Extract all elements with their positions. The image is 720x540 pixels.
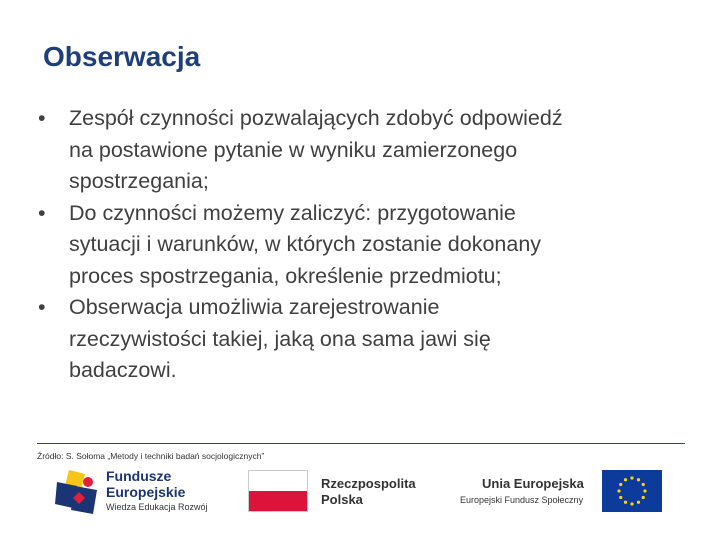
- bullet-line: spostrzegania;: [69, 169, 209, 193]
- poland-flag-icon: [248, 470, 308, 512]
- eu-star-icon: [643, 489, 646, 492]
- bullet-item: [38, 103, 678, 198]
- funds-logo-line1: Fundusze: [106, 468, 172, 484]
- funds-logo: [55, 468, 225, 518]
- funds-star-icon: [55, 468, 101, 516]
- eu-logo: [458, 470, 663, 515]
- bullet-item: [38, 198, 678, 293]
- eu-logo-line1: Unia Europejska: [482, 476, 584, 491]
- eu-star-icon: [642, 483, 645, 486]
- eu-star-icon: [619, 496, 622, 499]
- funds-logo-line2: Europejskie: [106, 484, 186, 500]
- bullet-line: badaczowi.: [69, 358, 177, 382]
- bullet-line: sytuacji i warunków, w których zostanie dokonany: [69, 232, 542, 256]
- eu-flag-icon: [602, 470, 662, 512]
- poland-logo-text: [321, 476, 416, 508]
- bullet-list: [38, 103, 678, 387]
- eu-star-icon: [624, 478, 627, 481]
- bullet-line: proces spostrzegania, określenie przedmiotu;: [69, 263, 502, 288]
- eu-star-icon: [617, 489, 620, 492]
- bullet-line: Zespół czynności pozwalających zdobyć odpowiedź: [69, 106, 563, 130]
- eu-star-icon: [624, 501, 627, 504]
- bullet-dot: •: [38, 295, 46, 319]
- eu-star-icon: [630, 502, 633, 505]
- poland-logo-line1: Rzeczpospolita: [321, 476, 416, 491]
- funds-logo-line3: Wiedza Edukacja Rozwój: [106, 502, 208, 512]
- eu-star-icon: [642, 496, 645, 499]
- bullet-line: na postawione pytanie w wyniku zamierzonego: [69, 137, 518, 162]
- eu-star-icon: [637, 478, 640, 481]
- eu-star-icon: [630, 476, 633, 479]
- eu-logo-line2: Europejski Fundusz Społeczny: [460, 495, 584, 505]
- footer-divider: [37, 443, 685, 444]
- poland-logo-line2: Polska: [321, 492, 363, 507]
- bullet-item: [38, 292, 678, 387]
- bullet-dot: •: [38, 200, 46, 225]
- bullet-line: Do czynności możemy zaliczyć: przygotowanie: [69, 200, 516, 225]
- source-note: Źródło: S. Sołoma „Metody i techniki badań socjologicznych”: [37, 451, 265, 461]
- bullet-line: Obserwacja umożliwia zarejestrowanie: [69, 295, 440, 319]
- poland-logo: [248, 470, 428, 515]
- bullet-line: rzeczywistości takiej, jaką ona sama jawi się: [69, 326, 491, 351]
- eu-star-icon: [637, 501, 640, 504]
- slide-title: Obserwacja: [43, 41, 201, 72]
- bullet-dot: •: [38, 106, 46, 130]
- eu-star-icon: [619, 483, 622, 486]
